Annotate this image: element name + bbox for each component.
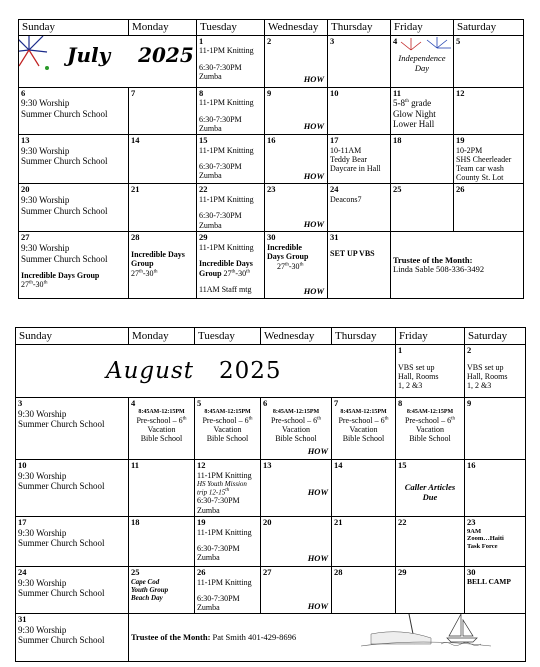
august-trustee: Trustee of the Month: Pat Smith 401-429-8696 xyxy=(129,614,526,662)
august-title-cell xyxy=(16,345,396,398)
august-day-23: 23 9AM Zoom…Haiti Task Force xyxy=(465,517,526,567)
august-day-20: 20 HOW xyxy=(261,517,332,567)
july-day-15: 15 11-1PM Knitting 6:30-7:30PM Zumba xyxy=(197,134,265,184)
july-day-4: 4 Independence Day xyxy=(391,35,454,87)
august-day-8: 8 8:45AM-12:15PM Pre-school – 6th Vacation Bible School xyxy=(396,398,465,460)
august-day-13: 13 HOW xyxy=(261,460,332,517)
august-day-18: 18 xyxy=(129,517,195,567)
july-day-16: 16 HOW xyxy=(265,134,328,184)
header-thursday: Thursday xyxy=(332,328,396,345)
august-day-16: 16 xyxy=(465,460,526,517)
july-day-9: 9 HOW xyxy=(265,87,328,134)
header-tuesday: Tuesday xyxy=(197,20,265,36)
july-day-21: 21 xyxy=(129,184,197,232)
header-saturday: Saturday xyxy=(454,20,524,36)
july-day-19: 19 10-2PM SHS Cheerleader Team car wash County St. Lot xyxy=(454,134,524,184)
july-day-24: 24 Deacons7 xyxy=(328,184,391,232)
august-day-26: 26 11-1PM Knitting 6:30-7:30PM Zumba xyxy=(195,567,261,614)
july-day-30: 30 Incredible Days Group 27th-30th HOW xyxy=(265,232,328,299)
august-day-21: 21 xyxy=(332,517,396,567)
header-saturday: Saturday xyxy=(465,328,526,345)
july-day-7: 7 xyxy=(129,87,197,134)
july-day-22: 22 11-1PM Knitting 6:30-7:30PM Zumba xyxy=(197,184,265,232)
header-monday: Monday xyxy=(129,328,195,345)
august-day-5: 5 8:45AM-12:15PM Pre-school – 6th Vacation Bible School xyxy=(195,398,261,460)
july-day-31: 31 SET UP VBS xyxy=(328,232,391,299)
july-trustee: Trustee of the Month: Linda Sable 508-336-3492 xyxy=(391,232,524,299)
july-day-10: 10 xyxy=(328,87,391,134)
july-day-13: 13 9:30 Worship Summer Church School xyxy=(19,134,129,184)
august-day-30: 30 BELL CAMP xyxy=(465,567,526,614)
july-title: July 2025 xyxy=(67,42,194,67)
july-day-3: 3 xyxy=(328,35,391,87)
header-wednesday: Wednesday xyxy=(265,20,328,36)
header-sunday: Sunday xyxy=(16,328,129,345)
july-day-12: 12 xyxy=(454,87,524,134)
july-day-11: 11 5-8th grade Glow Night Lower Hall xyxy=(391,87,454,134)
august-day-25: 25 Cape Cod Youth Group Beach Day xyxy=(129,567,195,614)
july-day-26: 26 xyxy=(454,184,524,232)
july-day-27: 27 9:30 Worship Summer Church School Incredible Days Group 27th-30th xyxy=(19,232,129,299)
august-calendar xyxy=(15,327,526,662)
header-sunday: Sunday xyxy=(19,20,129,36)
july-day-8: 8 11-1PM Knitting 6:30-7:30PM Zumba xyxy=(197,87,265,134)
july-day-6: 6 9:30 Worship Summer Church School xyxy=(19,87,129,134)
august-day-22: 22 xyxy=(396,517,465,567)
july-day-2: 2 HOW xyxy=(265,35,328,87)
july-day-5: 5 xyxy=(454,35,524,87)
august-day-7: 7 8:45AM-12:15PM Pre-school – 6th Vacation Bible School xyxy=(332,398,396,460)
july-day-17: 17 10-11AM Teddy Bear Daycare in Hall xyxy=(328,134,391,184)
august-day-6: 6 8:45AM-12:15PM Pre-school – 6th Vacation Bible School HOW xyxy=(261,398,332,460)
august-day-11: 11 xyxy=(129,460,195,517)
august-day-12: 12 11-1PM Knitting HS Youth Mission trip 12-15th 6:30-7:30PM Zumba xyxy=(195,460,261,517)
august-day-14: 14 xyxy=(332,460,396,517)
august-day-24: 24 9:30 Worship Summer Church School xyxy=(16,567,129,614)
fireworks-icon xyxy=(397,36,453,60)
fireworks-icon xyxy=(19,35,54,76)
august-day-31: 31 9:30 Worship Summer Church School xyxy=(16,614,129,662)
august-day-29: 29 xyxy=(396,567,465,614)
august-day-3: 3 9:30 Worship Summer Church School xyxy=(16,398,129,460)
header-friday: Friday xyxy=(396,328,465,345)
july-day-23: 23 HOW xyxy=(265,184,328,232)
july-day-20: 20 9:30 Worship Summer Church School xyxy=(19,184,129,232)
august-day-4: 4 8:45AM-12:15PM Pre-school – 6th Vacation Bible School xyxy=(129,398,195,460)
july-calendar xyxy=(18,19,524,299)
august-day-9: 9 xyxy=(465,398,526,460)
july-title-cell xyxy=(19,35,197,87)
header-tuesday: Tuesday xyxy=(195,328,261,345)
july-day-1: 1 11-1PM Knitting 6:30-7:30PM Zumba xyxy=(197,35,265,87)
august-day-27: 27 HOW xyxy=(261,567,332,614)
august-day-17: 17 9:30 Worship Summer Church School xyxy=(16,517,129,567)
august-day-2: 2 VBS set up Hall, Rooms 1, 2 &3 xyxy=(465,345,526,398)
july-day-25: 25 xyxy=(391,184,454,232)
august-day-1: 1 VBS set up Hall, Rooms 1, 2 &3 xyxy=(396,345,465,398)
july-day-29: 29 11-1PM Knitting Incredible Days Group 27th-30th 11AM Staff mtg xyxy=(197,232,265,299)
august-day-19: 19 11-1PM Knitting 6:30-7:30PM Zumba xyxy=(195,517,261,567)
july-day-18: 18 xyxy=(391,134,454,184)
july-day-28: 28 Incredible Days Group 27th-30th xyxy=(129,232,197,299)
header-friday: Friday xyxy=(391,20,454,36)
august-day-15: 15 Caller Articles Due xyxy=(396,460,465,517)
july-day-14: 14 xyxy=(129,134,197,184)
header-wednesday: Wednesday xyxy=(261,328,332,345)
header-monday: Monday xyxy=(129,20,197,36)
august-day-10: 10 9:30 Worship Summer Church School xyxy=(16,460,129,517)
beach-umbrella-icon xyxy=(361,614,491,649)
august-title: August 2025 xyxy=(106,357,282,384)
header-thursday: Thursday xyxy=(328,20,391,36)
august-day-28: 28 xyxy=(332,567,396,614)
